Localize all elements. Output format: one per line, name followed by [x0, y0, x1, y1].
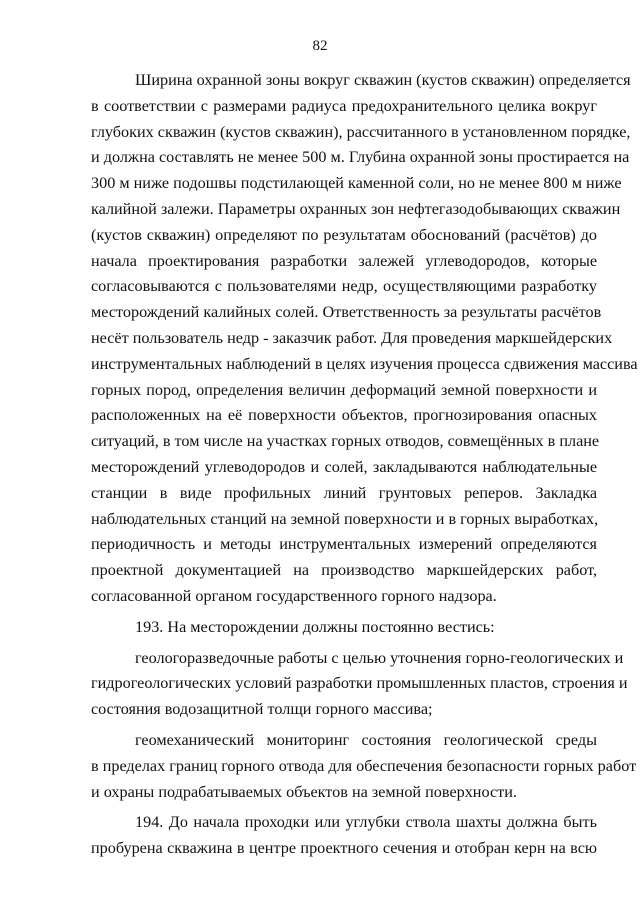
text-line: и охраны подрабатываемых объектов на земной поверхности. — [91, 782, 517, 801]
text-line: в пределах границ горного отвода для обеспечения безопасности горных работ — [91, 756, 637, 775]
text-line: и должна составлять не менее 500 м. Глубина охранной зоны простирается на — [91, 148, 630, 167]
text-line: гидрогеологических условий разработки промышленных пластов, строения и — [91, 674, 628, 693]
text-line: периодичность и методы инструментальных измерений определяются — [91, 535, 597, 554]
text-line: калийной залежи. Параметры охранных зон нефтегазодобывающих скважин — [91, 199, 621, 218]
text-line: месторождений калийных солей. Ответственность за результаты расчётов — [91, 303, 602, 322]
paragraph-193-geomechanical-monitoring — [91, 728, 637, 805]
text-line: (кустов скважин) определяют по результатам обоснований (расчётов) до — [91, 225, 597, 244]
text-line: несёт пользователь недр - заказчик работ. Для проведения маркшейдерских — [91, 328, 613, 347]
text-line: инструментальных наблюдений в целях изучения процесса сдвижения массива — [91, 354, 638, 373]
text-line: геомеханический мониторинг состояния геологической среды — [135, 730, 597, 749]
text-line: Ширина охранной зоны вокруг скважин (кустов скважин) определяется — [135, 71, 631, 89]
text-line: состояния водозащитной толщи горного массива; — [91, 700, 433, 719]
text-line: месторождений углеводородов и солей, закладываются наблюдательные — [91, 457, 597, 476]
paragraph-193-geological-works — [91, 646, 628, 723]
text-line: согласовываются с пользователями недр, осуществляющими разработку — [91, 277, 597, 296]
text-line: 193. На месторождении должны постоянно вестись: — [135, 617, 495, 636]
text-line: пробурена скважина в центре проектного сечения и отобран керн на всю — [91, 839, 597, 858]
text-line: наблюдательных станций на земной поверхности и в горных выработках, — [91, 509, 599, 528]
text-line: станции в виде профильных линий грунтовых реперов. Закладка — [91, 483, 597, 502]
text-line: горных пород, определения величин деформаций земной поверхности и — [91, 380, 597, 399]
text-line: в соответствии с размерами радиуса предохранительного целика вокруг — [91, 96, 597, 115]
text-line: согласованной органом государственного горного надзора. — [91, 586, 497, 605]
paragraph-193 — [91, 615, 597, 641]
text-line: геологоразведочные работы с целью уточнения горно-геологических и — [135, 648, 624, 667]
text-line: 194. До начала проходки или углубки ствола шахты должна быть — [135, 813, 597, 832]
text-line: глубоких скважин (кустов скважин), рассчитанного в установленном порядке, — [91, 122, 631, 141]
document-body — [91, 68, 638, 862]
text-line: начала проектирования разработки залежей углеводородов, которые — [91, 251, 597, 270]
text-line: проектной документацией на производство маркшейдерских работ, — [91, 561, 597, 580]
paragraph-protection-zone — [91, 68, 638, 610]
text-line: 300 м ниже подошвы подстилающей каменной соли, но не менее 800 м ниже — [91, 174, 622, 193]
paragraph-194 — [91, 810, 597, 862]
text-line: ситуаций, в том числе на участках горных отводов, совмещённых в плане — [91, 432, 600, 451]
page-number: 82 — [312, 38, 328, 54]
text-line: расположенных на её поверхности объектов, прогнозирования опасных — [91, 406, 597, 425]
